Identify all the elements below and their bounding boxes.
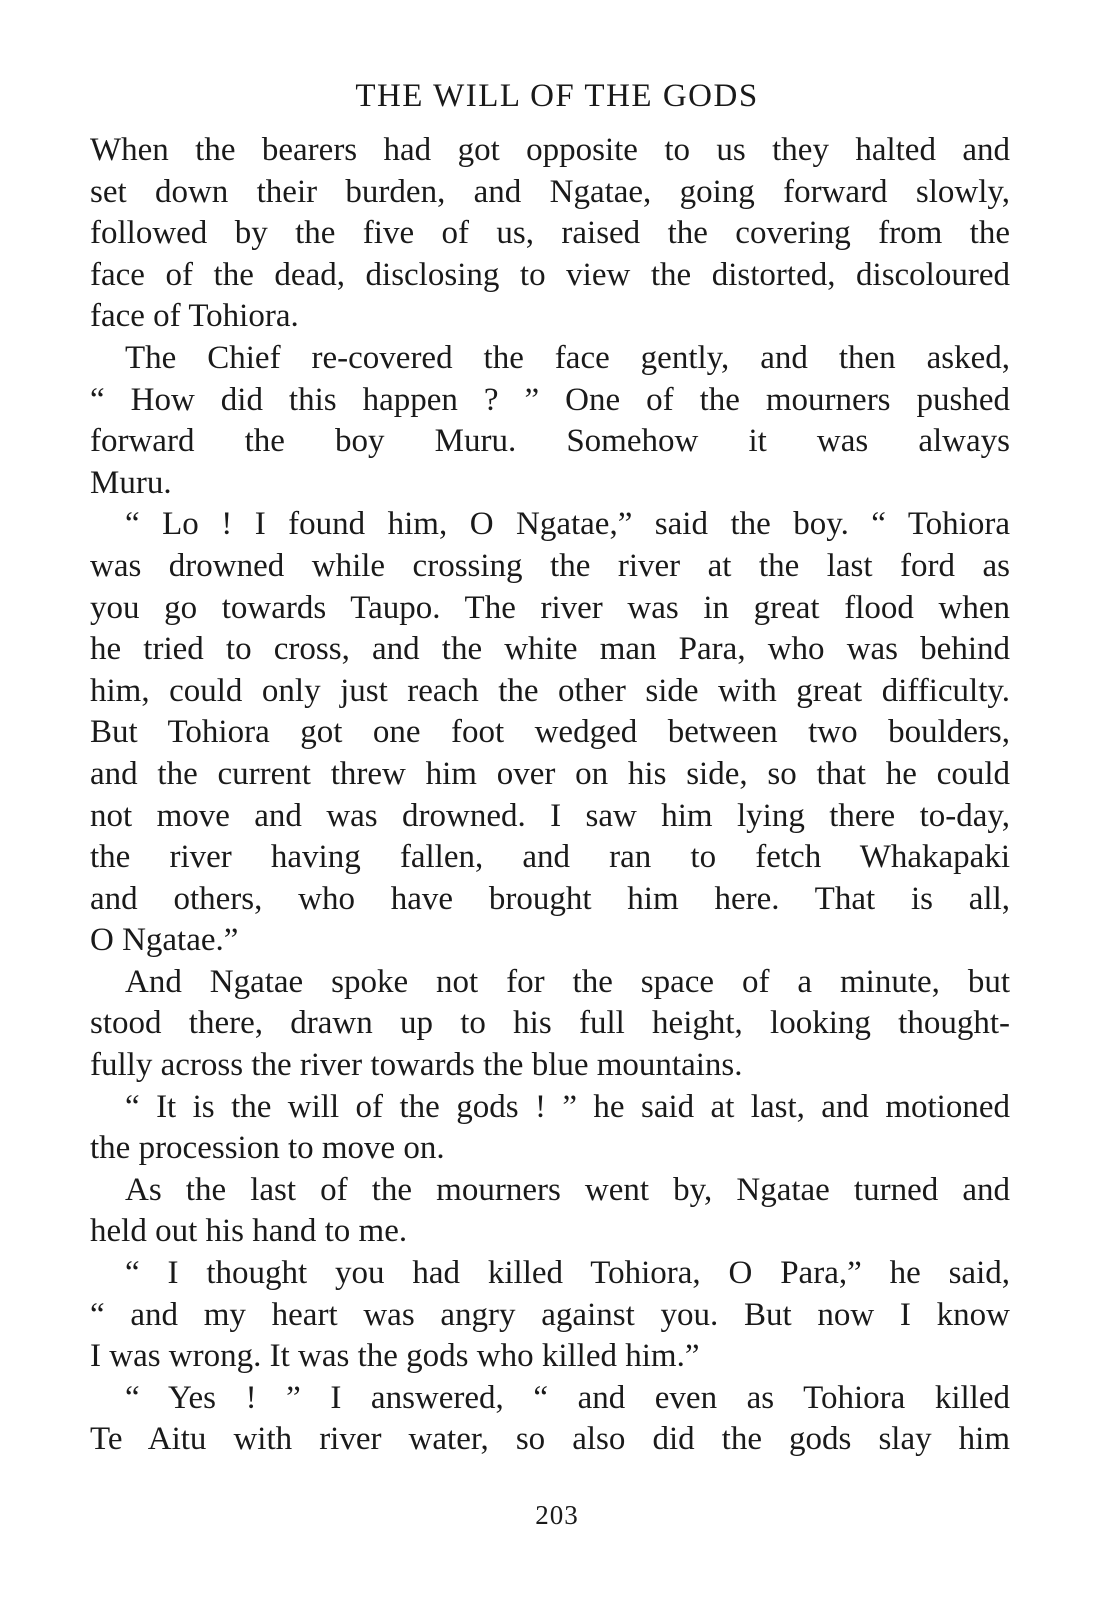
- text-line: he tried to cross, and the white man Para, who was behind: [90, 631, 1010, 668]
- text-line: O Ngatae.”: [90, 922, 239, 959]
- text-line: forward the boy Muru. Somehow it was always: [90, 423, 1010, 460]
- text-line: And Ngatae spoke not for the space of a minute, but: [125, 963, 1010, 1000]
- text-line: face of the dead, disclosing to view the distorted, discoloured: [90, 256, 1010, 293]
- text-line: fully across the river towards the blue mountains.: [90, 1047, 743, 1084]
- text-line: and the current threw him over on his side, so that he could: [90, 755, 1010, 792]
- text-line: When the bearers had got opposite to us they halted and: [90, 132, 1010, 168]
- text-line: Te Aitu with river water, so also did the gods slay him: [90, 1421, 1010, 1458]
- text-line: The Chief re-covered the face gently, and then asked,: [125, 339, 1010, 376]
- text-line: you go towards Taupo. The river was in great flood when: [90, 589, 1010, 626]
- text-line: face of Tohiora.: [90, 298, 299, 335]
- page-number: 203: [535, 1500, 579, 1530]
- text-line: not move and was drowned. I saw him lying there to-day,: [90, 797, 1010, 834]
- text-line: the river having fallen, and ran to fetch Whakapaki: [90, 839, 1010, 876]
- text-line: “ How did this happen ? ” One of the mourners pushed: [90, 381, 1010, 418]
- text-line: But Tohiora got one foot wedged between two boulders,: [90, 714, 1010, 751]
- text-line: followed by the five of us, raised the covering from the: [90, 215, 1010, 252]
- text-line: the procession to move on.: [90, 1130, 445, 1167]
- text-line: “ It is the will of the gods ! ” he said at last, and motioned: [125, 1088, 1010, 1125]
- text-line: held out his hand to me.: [90, 1213, 408, 1250]
- text-line: him, could only just reach the other side with great difficulty.: [90, 672, 1010, 709]
- running-head: THE WILL OF THE GODS: [355, 78, 759, 114]
- text-line: and others, who have brought him here. That is all,: [90, 880, 1010, 917]
- text-line: “ Yes ! ” I answered, “ and even as Tohiora killed: [125, 1379, 1010, 1416]
- text-line: Muru.: [90, 464, 172, 501]
- text-line: I was wrong. It was the gods who killed him.”: [90, 1338, 700, 1375]
- text-line: As the last of the mourners went by, Ngatae turned and: [125, 1171, 1010, 1208]
- text-line: “ and my heart was angry against you. But now I know: [90, 1296, 1010, 1333]
- text-line: “ Lo ! I found him, O Ngatae,” said the boy. “ Tohiora: [125, 506, 1010, 543]
- body-text: [90, 130, 1010, 1461]
- text-line: was drowned while crossing the river at the last ford as: [90, 547, 1010, 584]
- text-line: “ I thought you had killed Tohiora, O Para,” he said,: [125, 1255, 1010, 1292]
- text-line: set down their burden, and Ngatae, going forward slowly,: [90, 173, 1010, 210]
- text-line: stood there, drawn up to his full height, looking thought-: [90, 1005, 1010, 1042]
